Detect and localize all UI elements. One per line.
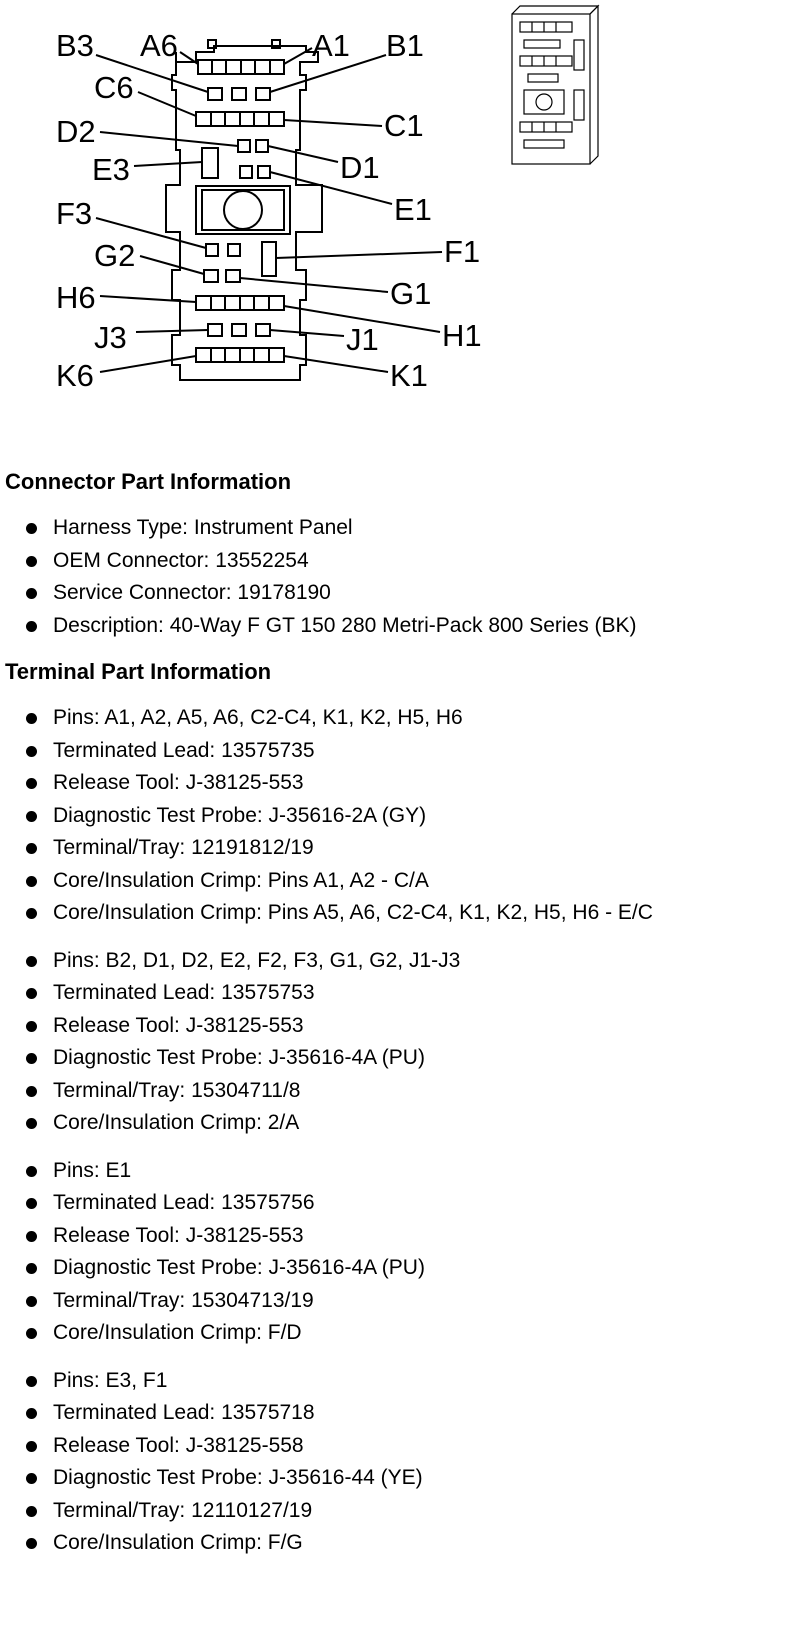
cavity-g2 bbox=[204, 270, 218, 282]
lock-circle bbox=[224, 191, 262, 229]
connector-thumbnail bbox=[512, 6, 598, 164]
terminal-item: Release Tool: J-38125-558 bbox=[0, 1430, 800, 1463]
label-c1: C1 bbox=[384, 108, 424, 143]
terminal-item: Diagnostic Test Probe: J-35616-44 (YE) bbox=[0, 1462, 800, 1495]
cavity-d2 bbox=[238, 140, 250, 152]
part-info bbox=[0, 468, 800, 1575]
terminal-item: Core/Insulation Crimp: F/D bbox=[0, 1317, 800, 1350]
label-e3: E3 bbox=[92, 152, 130, 187]
cavity-f1 bbox=[262, 242, 276, 276]
terminal-item: Core/Insulation Crimp: Pins A1, A2 - C/A bbox=[0, 865, 800, 898]
cavity-e3 bbox=[202, 148, 218, 178]
lock-inner bbox=[202, 190, 284, 230]
label-h6: H6 bbox=[56, 280, 96, 315]
cavity-b2 bbox=[232, 88, 246, 100]
terminal-item: Diagnostic Test Probe: J-35616-4A (PU) bbox=[0, 1252, 800, 1285]
cavity-g1 bbox=[226, 270, 240, 282]
cavity-e1 bbox=[258, 166, 270, 178]
terminal-item: Core/Insulation Crimp: F/G bbox=[0, 1527, 800, 1560]
terminal-item: Terminal/Tray: 12191812/19 bbox=[0, 832, 800, 865]
label-h1: H1 bbox=[442, 318, 482, 353]
cavity-j3 bbox=[208, 324, 222, 336]
label-d1: D1 bbox=[340, 150, 380, 185]
connector-list bbox=[0, 512, 800, 642]
label-g1: G1 bbox=[390, 276, 432, 311]
leader-e3 bbox=[134, 162, 202, 166]
terminal-group-2 bbox=[0, 945, 800, 1140]
terminal-item: Pins: E1 bbox=[0, 1155, 800, 1188]
terminal-heading: Terminal Part Information bbox=[5, 659, 272, 684]
label-j3: J3 bbox=[94, 320, 127, 355]
cavity-b3 bbox=[208, 88, 222, 100]
connector-heading: Connector Part Information bbox=[5, 469, 292, 494]
terminal-group-3 bbox=[0, 1155, 800, 1350]
connector-item: OEM Connector: 13552254 bbox=[0, 545, 800, 578]
connector-item: Harness Type: Instrument Panel bbox=[0, 512, 800, 545]
cavity-e2 bbox=[240, 166, 252, 178]
terminal-item: Terminal/Tray: 12110127/19 bbox=[0, 1495, 800, 1528]
label-a1: A1 bbox=[312, 28, 350, 63]
terminal-item: Core/Insulation Crimp: Pins A5, A6, C2-C4, K1, K2, H5, H6 - E/C bbox=[0, 897, 800, 930]
label-j1: J1 bbox=[346, 322, 379, 357]
terminal-item: Diagnostic Test Probe: J-35616-2A (GY) bbox=[0, 800, 800, 833]
leader-g1 bbox=[240, 278, 388, 292]
cavity-f3 bbox=[206, 244, 218, 256]
terminal-group-4 bbox=[0, 1365, 800, 1560]
leader-c1 bbox=[284, 120, 382, 126]
leader-f1 bbox=[276, 252, 442, 258]
label-f3: F3 bbox=[56, 196, 93, 231]
terminal-item: Terminal/Tray: 15304711/8 bbox=[0, 1075, 800, 1108]
terminal-item: Terminal/Tray: 15304713/19 bbox=[0, 1285, 800, 1318]
cavity-b1 bbox=[256, 88, 270, 100]
label-b1: B1 bbox=[386, 28, 424, 63]
terminal-group-1 bbox=[0, 702, 800, 930]
terminal-item: Release Tool: J-38125-553 bbox=[0, 1220, 800, 1253]
cavity-j2 bbox=[232, 324, 246, 336]
label-g2: G2 bbox=[94, 238, 136, 273]
label-b3: B3 bbox=[56, 28, 94, 63]
label-k1: K1 bbox=[390, 358, 428, 393]
terminal-item: Terminated Lead: 13575756 bbox=[0, 1187, 800, 1220]
label-a6: A6 bbox=[140, 28, 178, 63]
terminal-item: Pins: A1, A2, A5, A6, C2-C4, K1, K2, H5, H6 bbox=[0, 702, 800, 735]
leader-j3 bbox=[136, 330, 208, 332]
label-c6: C6 bbox=[94, 70, 134, 105]
terminal-item: Pins: B2, D1, D2, E2, F2, F3, G1, G2, J1-J3 bbox=[0, 945, 800, 978]
terminal-item: Diagnostic Test Probe: J-35616-4A (PU) bbox=[0, 1042, 800, 1075]
cavity-f2 bbox=[228, 244, 240, 256]
connector-item: Service Connector: 19178190 bbox=[0, 577, 800, 610]
terminal-item: Terminated Lead: 13575735 bbox=[0, 735, 800, 768]
connector-diagram bbox=[0, 0, 800, 440]
connector-item: Description: 40-Way F GT 150 280 Metri-Pack 800 Series (BK) bbox=[0, 610, 800, 643]
leader-k6 bbox=[100, 356, 196, 372]
cavity-d1 bbox=[256, 140, 268, 152]
label-d2: D2 bbox=[56, 114, 96, 149]
terminal-item: Release Tool: J-38125-553 bbox=[0, 1010, 800, 1043]
terminal-item: Release Tool: J-38125-553 bbox=[0, 767, 800, 800]
label-k6: K6 bbox=[56, 358, 94, 393]
cavity-j1 bbox=[256, 324, 270, 336]
leader-d2 bbox=[100, 132, 238, 146]
terminal-item: Core/Insulation Crimp: 2/A bbox=[0, 1107, 800, 1140]
terminal-item: Pins: E3, F1 bbox=[0, 1365, 800, 1398]
leader-c6 bbox=[138, 92, 196, 116]
terminal-item: Terminated Lead: 13575718 bbox=[0, 1397, 800, 1430]
leader-h6 bbox=[100, 296, 196, 302]
lock-housing bbox=[196, 186, 290, 234]
label-e1: E1 bbox=[394, 192, 432, 227]
leader-d1 bbox=[268, 146, 338, 162]
label-f1: F1 bbox=[444, 234, 481, 269]
terminal-item: Terminated Lead: 13575753 bbox=[0, 977, 800, 1010]
